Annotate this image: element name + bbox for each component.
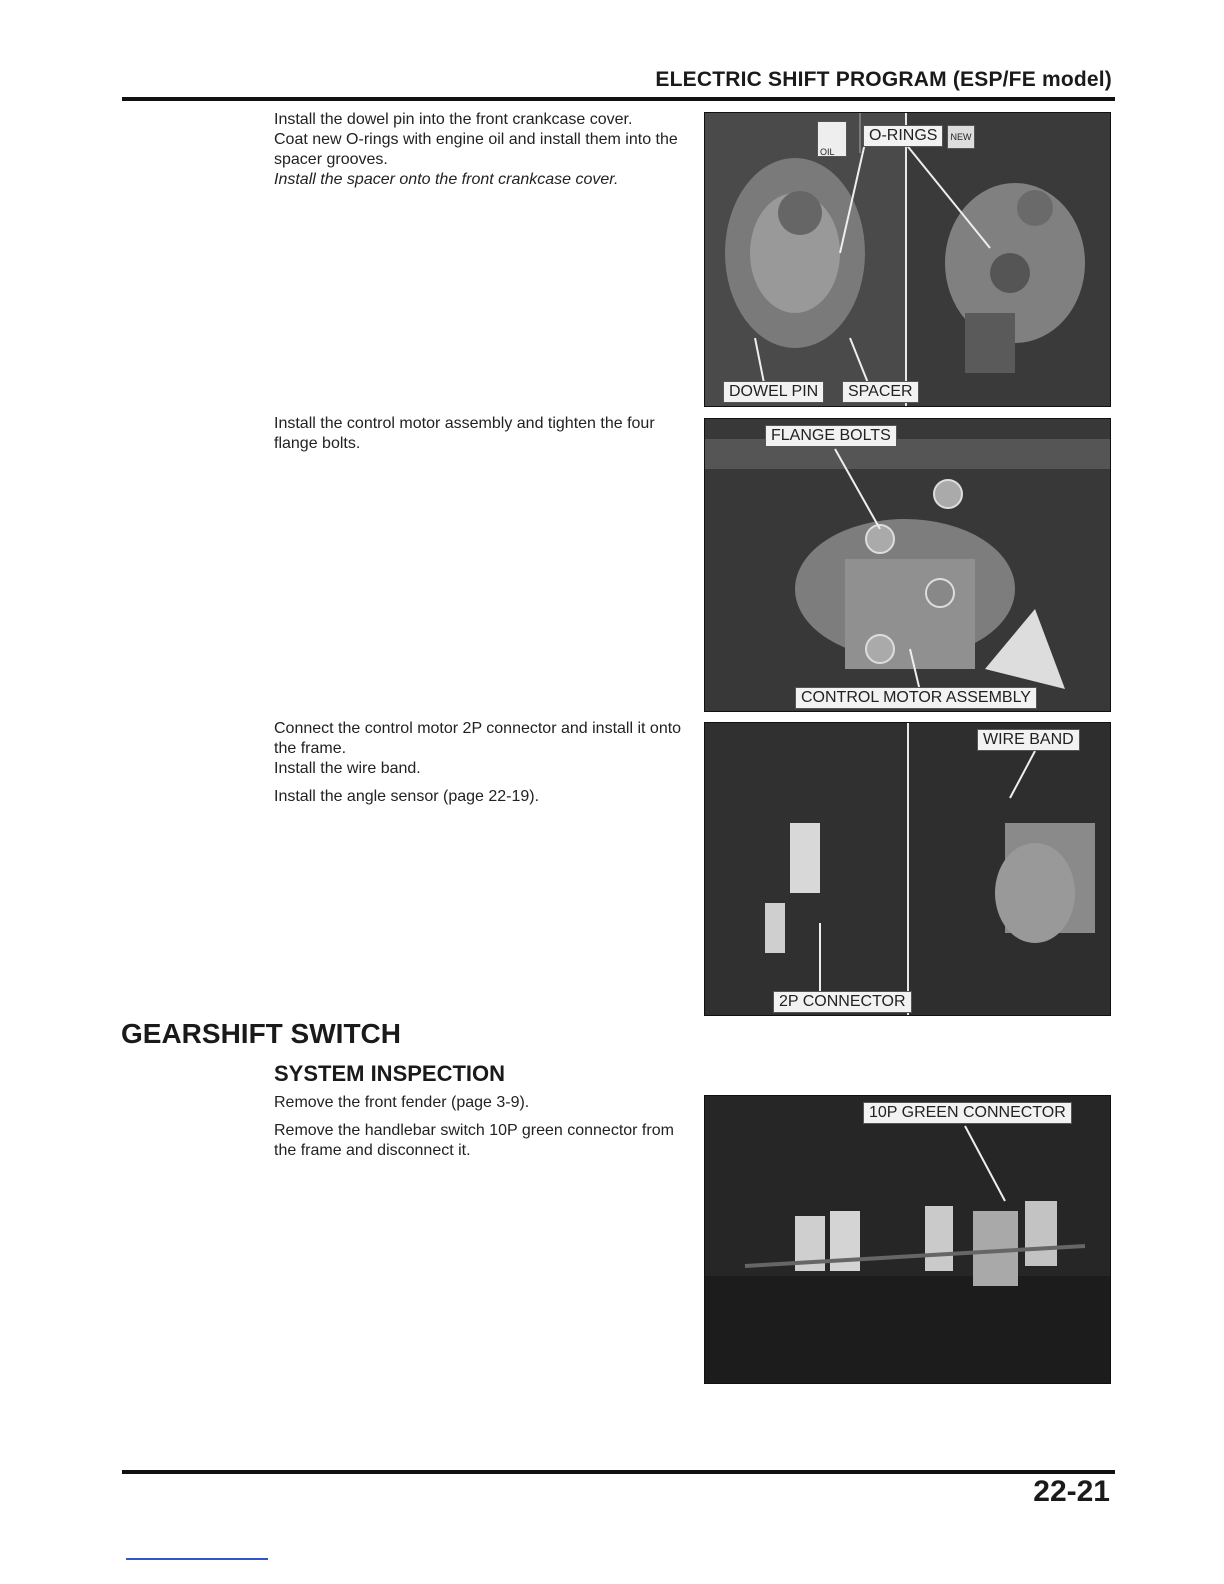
- step3-line3: Install the angle sensor (page 22-19).: [274, 788, 540, 805]
- new-part-icon: NEW: [947, 125, 975, 149]
- page-header-title: ELECTRIC SHIFT PROGRAM (ESP/FE model): [655, 68, 1112, 91]
- label-10p-green-connector: 10P GREEN CONNECTOR: [863, 1102, 1072, 1124]
- label-dowel-pin: DOWEL PIN: [723, 381, 824, 403]
- oil-icon-label: OIL: [820, 147, 835, 157]
- label-spacer: SPACER: [842, 381, 919, 403]
- figure2-photo: [705, 419, 1110, 711]
- figure-dowel-pin-spacer: [704, 112, 1111, 407]
- subsection-title: SYSTEM INSPECTION: [274, 1061, 506, 1086]
- step3-line2: Install the wire band.: [274, 760, 421, 777]
- header-rule: [122, 97, 1115, 101]
- footer-link-underline: [126, 1558, 268, 1560]
- figure3-divider: [907, 723, 909, 1015]
- footer-rule: [122, 1470, 1115, 1474]
- section-line2: Remove the handlebar switch 10P green connector from the frame and disconnect it.: [274, 1122, 674, 1159]
- step1-line2: Coat new O-rings with engine oil and install them into the spacer grooves.: [274, 131, 678, 168]
- figure1-divider: [905, 113, 907, 406]
- section-text: [274, 1093, 699, 1169]
- page-number: 22-21: [1033, 1475, 1110, 1508]
- figure4-photo: [705, 1096, 1110, 1383]
- step1-text: [274, 110, 699, 190]
- step1-line1: Install the dowel pin into the front crankcase cover.: [274, 111, 633, 128]
- label-o-rings: O-RINGS: [863, 125, 943, 147]
- label-flange-bolts: FLANGE BOLTS: [765, 425, 897, 447]
- step1-line3: Install the spacer onto the front crankcase cover.: [274, 171, 619, 188]
- label-wire-band: WIRE BAND: [977, 729, 1080, 751]
- label-2p-connector: 2P CONNECTOR: [773, 991, 912, 1013]
- figure-2p-connector: [704, 722, 1111, 1016]
- step3-line1: Connect the control motor 2P connector and install it onto the frame.: [274, 720, 682, 757]
- oil-icon: [817, 121, 847, 157]
- label-control-motor-assembly: CONTROL MOTOR ASSEMBLY: [795, 687, 1037, 709]
- section-line1: Remove the front fender (page 3-9).: [274, 1094, 530, 1111]
- step2-line1: Install the control motor assembly and tighten the four flange bolts.: [274, 415, 655, 452]
- figure-control-motor: [704, 418, 1111, 712]
- section-title: GEARSHIFT SWITCH: [121, 1018, 401, 1049]
- step3-text: [274, 719, 699, 815]
- step2-text: [274, 414, 699, 454]
- figure1-photo: [705, 113, 1110, 406]
- figure-10p-green-connector: [704, 1095, 1111, 1384]
